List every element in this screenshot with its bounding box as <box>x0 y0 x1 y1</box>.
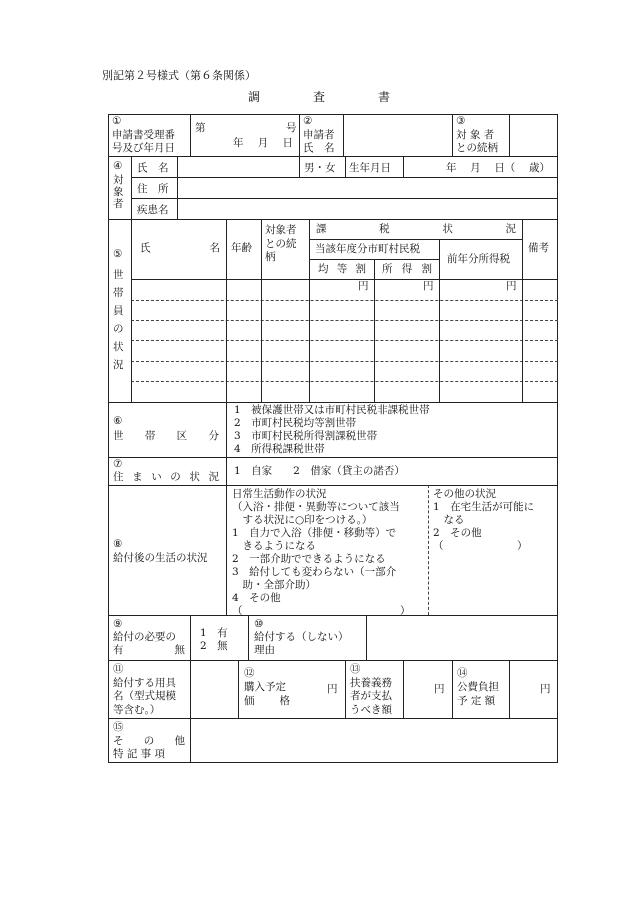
birth-char: 年 <box>446 162 457 174</box>
housing-status-options: 1 自家 2 借家（貸主の諾否） <box>234 465 405 477</box>
circled-number: ⑩ <box>254 618 264 630</box>
circled-number: ⑮ <box>113 721 124 733</box>
circled-number: ⑪ <box>113 663 124 675</box>
document-title <box>248 90 390 105</box>
label-char: 無 <box>174 644 185 656</box>
necessity-label: 給付の必要の <box>113 631 176 643</box>
status-line: する状況に○印をつける。） <box>232 514 373 527</box>
disease-label: 疾患名 <box>137 204 169 216</box>
receipt-label: 号及び年月日 <box>112 142 175 154</box>
sex-label: 男・女 <box>304 162 336 174</box>
label-char: そ <box>113 735 124 747</box>
birth-char: 歳） <box>528 162 550 174</box>
vertical-char: 象 <box>113 186 124 199</box>
label-line: 名（型式規模 <box>113 690 176 703</box>
birth-char: 月 <box>470 162 481 174</box>
status-line: （ ） <box>232 605 411 618</box>
circled-number: ④ <box>113 160 123 172</box>
title-char: 書 <box>377 90 390 104</box>
label-char: 況 <box>208 471 219 483</box>
circled-number: ⑬ <box>350 663 361 675</box>
label-char: の <box>143 735 155 747</box>
status-line: 3 給付しても変わらない（一部介 <box>232 566 397 579</box>
purchase-price-label: 購入予定 <box>244 681 286 693</box>
other-status <box>433 488 534 553</box>
necessity-option-no: 2 無 <box>200 640 228 652</box>
header-line: 対象者 <box>265 224 297 236</box>
header-line: 柄 <box>265 251 276 264</box>
applicant-name-field[interactable] <box>345 116 451 155</box>
circled-number: ⑤ <box>113 248 123 260</box>
header-char: 状 <box>442 223 453 235</box>
label-char: ま <box>132 471 143 483</box>
relation-label: との続柄 <box>456 142 498 154</box>
applicant-label: 氏 名 <box>303 142 335 154</box>
household-category-options <box>234 404 430 456</box>
vertical-char: 員 <box>113 305 124 318</box>
equipment-name-label <box>113 677 176 717</box>
status-line: 2 その他 <box>433 527 482 540</box>
label-char: 格 <box>279 695 290 707</box>
label-line: 者が支払 <box>350 690 392 703</box>
vertical-char: 状 <box>113 341 124 354</box>
address-label: 住 所 <box>137 183 169 195</box>
receipt-label: 申請書受理番 <box>112 129 175 141</box>
circled-number: ① <box>112 115 122 127</box>
purchase-price-label-2 <box>244 695 290 708</box>
status-line: なる <box>433 514 465 527</box>
circled-number: ③ <box>456 115 466 127</box>
vertical-char: 世 <box>113 269 124 281</box>
status-line: 1 自力で入浴（排便・移動等）で <box>232 527 397 540</box>
status-line: 4 その他 <box>232 592 281 605</box>
vertical-char: 況 <box>113 359 124 372</box>
label-line: うべき額 <box>350 703 392 716</box>
header-char: 況 <box>505 223 516 235</box>
status-line: きるようになる <box>232 540 316 553</box>
column-header-name <box>140 242 220 255</box>
support-obligor-label <box>350 677 392 717</box>
necessity-label-2 <box>113 644 185 657</box>
header-char: 課 <box>316 223 327 235</box>
header-char: 等 <box>336 263 348 275</box>
date-char: 日 <box>282 137 293 149</box>
category-option: 4 所得税課税世帯 <box>234 443 325 456</box>
header-char: 氏 <box>140 242 151 254</box>
date-char: 月 <box>257 137 269 149</box>
label-char: 他 <box>174 735 185 747</box>
circled-number: ⑦ <box>113 458 123 470</box>
date-char: 年 <box>233 137 244 149</box>
number-go: 号 <box>286 122 297 134</box>
title-char: 調 <box>248 90 261 104</box>
circled-number: ⑧ <box>113 538 123 550</box>
vertical-char: 対 <box>113 174 124 186</box>
yen-unit: 円 <box>540 683 551 695</box>
status-line: その他の状況 <box>433 488 496 500</box>
header-char: 税 <box>379 223 390 235</box>
number-dai: 第 <box>195 122 206 134</box>
status-line: （ ） <box>433 540 528 553</box>
title-char: 査 <box>312 90 325 104</box>
category-option: 3 市町村民税所得割課税世帯 <box>234 430 378 443</box>
remarks-header: 備考 <box>528 242 549 254</box>
birth-char: 日（ <box>494 162 516 174</box>
column-header-relation <box>265 224 297 265</box>
target-person-vertical-label <box>113 174 127 210</box>
header-char: 得 <box>401 263 413 275</box>
other-notes-label-2: 特 記 事 項 <box>113 748 166 760</box>
status-line: 2 一部介助でできるようになる <box>232 553 386 566</box>
housing-status-label <box>113 471 219 484</box>
header-char: 所 <box>382 263 393 275</box>
household-vertical-label <box>113 266 127 374</box>
circled-number: ⑨ <box>113 618 123 630</box>
circled-number: ② <box>303 115 313 127</box>
yen-unit: 円 <box>327 683 338 695</box>
post-benefit-life-label: 給付後の生活の状況 <box>113 552 208 564</box>
circled-number: ⑫ <box>244 667 255 679</box>
category-option: 1 被保護世帯又は市町村民税非課税世帯 <box>234 404 430 416</box>
status-line: 日常生活動作の状況 <box>232 488 327 500</box>
yen-unit: 円 <box>506 280 517 292</box>
receipt-date <box>233 137 293 150</box>
income-share-header <box>382 263 432 276</box>
form-number: 別記第２号様式（第６条関係） <box>102 69 256 82</box>
relation-label: 対 象 者 <box>456 129 495 141</box>
column-header-age: 年齢 <box>231 242 252 254</box>
header-char: 割 <box>421 263 432 275</box>
label-char: 帯 <box>144 430 156 442</box>
daily-living-status <box>232 488 411 618</box>
label-char: 分 <box>208 430 219 442</box>
header-line: との続 <box>265 237 297 250</box>
vertical-char: 者 <box>113 198 124 211</box>
label-char: 住 <box>113 471 124 483</box>
label-char: 区 <box>176 430 188 442</box>
tax-status-header <box>316 223 516 236</box>
necessity-option-yes: 1 有 <box>200 627 228 639</box>
header-char: 名 <box>209 242 220 254</box>
public-expense-label: 公費負担 <box>457 681 499 693</box>
yen-unit: 円 <box>358 280 369 292</box>
household-category-label <box>113 430 219 443</box>
status-line: 1 在宅生活が可能に <box>433 501 535 514</box>
header-char: 割 <box>355 263 366 275</box>
current-year-tax-header: 当該年度分市町村民税 <box>315 243 420 255</box>
previous-year-tax-header: 前年分所得税 <box>447 253 510 265</box>
applicant-label: 申請者 <box>303 129 335 141</box>
name-label: 氏 名 <box>137 162 169 174</box>
label-char: 状 <box>189 471 200 483</box>
status-line: （入浴・排便・異動等について該当 <box>232 501 400 514</box>
other-notes-label <box>113 735 185 748</box>
status-line: 助・全部介助） <box>232 579 316 592</box>
vertical-char: の <box>113 323 124 336</box>
vertical-char: 帯 <box>113 287 124 300</box>
circled-number: ⑥ <box>113 415 123 427</box>
reason-label: 給付する（しない） <box>254 631 349 643</box>
public-expense-label: 予 定 額 <box>457 695 496 707</box>
label-char: 世 <box>113 430 124 442</box>
header-char: 均 <box>318 263 329 275</box>
label-line: 給付する用具 <box>113 677 176 689</box>
category-option: 2 市町村民税均等割世帯 <box>234 417 357 430</box>
yen-unit: 円 <box>423 280 434 292</box>
label-line: 扶養義務 <box>350 677 392 689</box>
reason-label: 理由 <box>254 644 275 656</box>
label-char: 有 <box>113 644 124 656</box>
label-char: の <box>170 471 181 483</box>
circled-number: ⑭ <box>457 667 468 679</box>
label-char: い <box>151 471 162 483</box>
equal-share-header <box>318 263 366 276</box>
label-line: 等含む。） <box>113 703 161 716</box>
birth-label: 生年月日 <box>349 162 391 174</box>
label-char: 価 <box>244 695 255 707</box>
birth-date-value <box>446 162 550 175</box>
yen-unit: 円 <box>434 683 445 695</box>
